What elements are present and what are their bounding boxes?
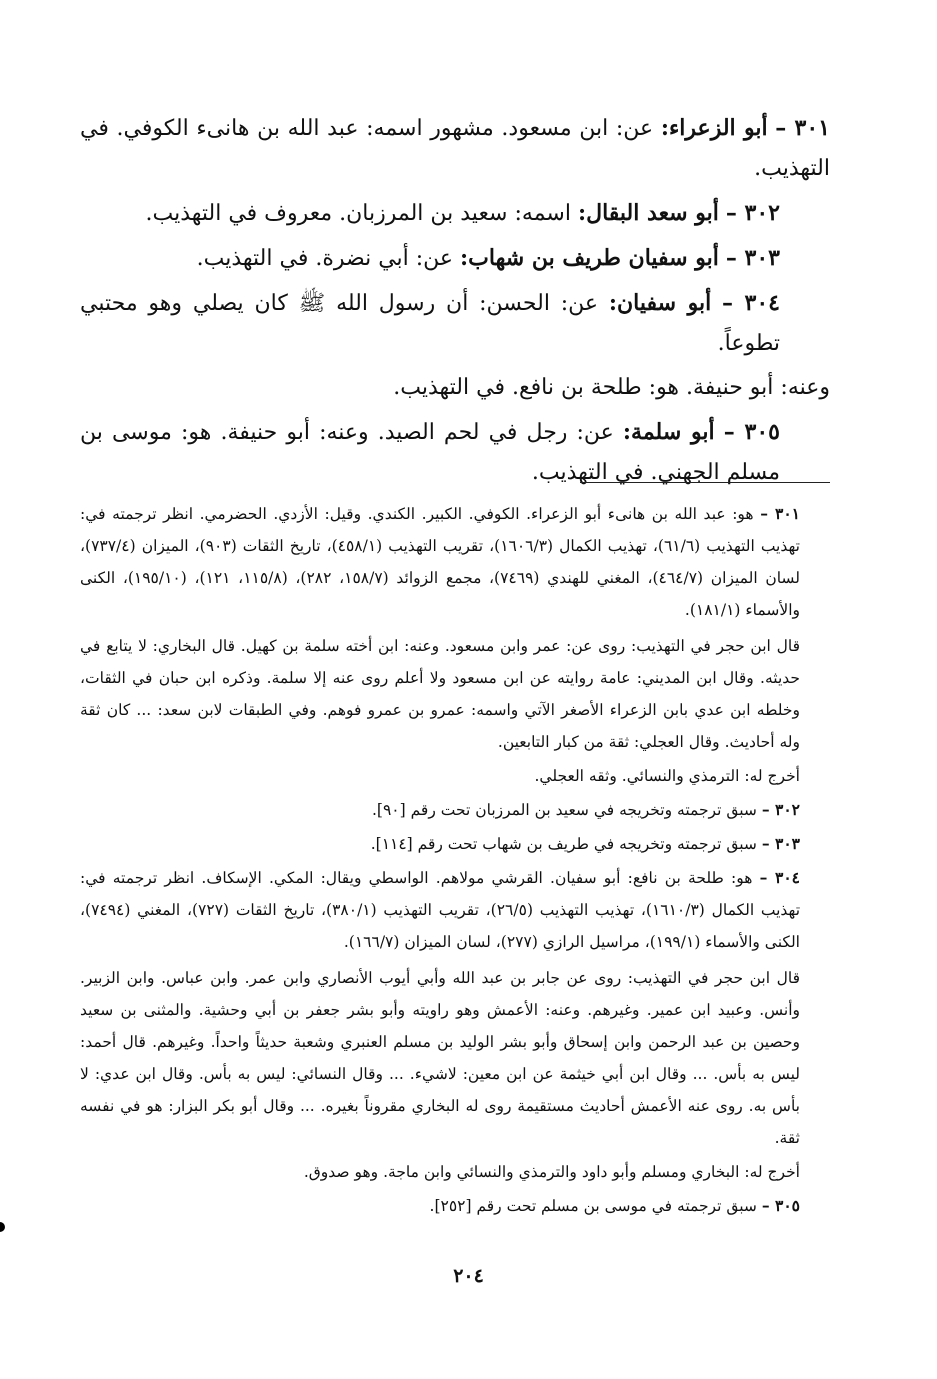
footnote-number: ٣٠٣ – [761,834,800,853]
footnote-305 [80,1190,830,1222]
entry-text: عن: رجل في لحم الصيد. وعنه: أبو حنيفة. هو: موسى بن مسلم الجهني. في التهذيب. [80,420,780,485]
entry-text: اسمه: سعيد بن المرزبان. معروف في التهذيب. [145,201,571,226]
footnote-number: ٣٠٥ – [761,1196,800,1215]
footnote-text: سبق ترجمته وتخريجه في سعيد بن المرزبان تحت رقم [٩٠]. [372,801,757,819]
entry-text: عن: أبي نضرة. في التهذيب. [196,246,454,271]
entry-number: ٣٠٣ – [725,245,780,271]
footnote-301 [80,498,830,626]
footnote-paragraph [80,630,830,758]
footnote-303 [80,828,830,860]
entry-name: أبو سفيان: [608,290,712,316]
footnote-text: هو: طلحة بن نافع: أبو سفيان. القرشي مولاهم. الواسطي ويقال: المكي. الإسكاف. انظر ترجمته في: تهذيب الكمال (١٦١٠/٣)، تهذيب التهذيب (٢٦/٥)، تقريب التهذيب (٣٨٠/١)، تاريخ الثقات (٧٢٧)، المغني (٧٤٩٤)، الكنى والأسماء (١٩٩/١)، مراسيل الرازي (٢٧٧)، لسان الميزان (١٦٦/٧). [80,869,801,951]
entry-302 [80,193,830,234]
footnote-paragraph [80,1156,830,1188]
main-text [80,108,830,497]
footnotes [80,498,830,1224]
entry-name: أبو سفيان طريف بن شهاب: [460,245,719,271]
footnote-text: قال ابن حجر في التهذيب: روى عن جابر بن عبد الله وأبي أيوب الأنصاري وابن عمر. وابن عباس. وابن الزبير. وأنس. وعبيد ابن عمير. وغيرهم. وعنه: الأعمش وهو راويته وأبو بشر جعفر بن أبي وحشية. والمثنى بن سعيد وحصين بن عبد الرحمن وابن إسحاق وأبو بشر الوليد بن مسلم العنبري وشعبة حديثاً واحداً. وغيرهم. قال أحمد: ليس به بأس. ... وقال ابن أبي خيثمة عن ابن معين: لاشيء. ... وقال النسائي: ليس به بأس. وقال ابن عدي: لا بأس به. روى عنه الأعمش أحاديث مستقيمة روى له البخاري مقروناً بغيره. ... وقال أبو بكر البزار: هو في نفسه ثقة. [80,969,800,1147]
footnote-text: هو: عبد الله بن هانىء أبو الزعراء. الكوفي. الكبير. الكندي. وقيل: الأزدي. الحضرمي. انظر ترجمته في: تهذيب التهذيب (٦١/٦)، تهذيب الكمال (١٦٠٦/٣)، تقريب التهذيب (٤٥٨/١)، تاريخ الثقات (٩٠٣)، الميزان (٧٣٧/٤)، لسان الميزان (٤٦٤/٧)، المغني للهندي (٧٤٦٩)، مجمع الزوائد (١٥٨/٧، ٢٨٢)، (١١٥/٨، ١٢١)، (١٩٥/١٠)، الكنى والأسماء (١٨١/١). [80,505,800,619]
entry-number: ٣٠١ – [775,115,830,141]
footnote-text: قال ابن حجر في التهذيب: روى عن: عمر وابن مسعود. وعنه: ابن أخته سلمة بن كهيل. قال البخاري: لا يتابع في حديثه. وقال ابن المديني: عامة روايته عن ابن مسعود ولا أعلم روى عنه إلا سلمة. وذكره ابن حبان في الثقات، وخلطه ابن عدي بابن الزعراء الأصغر الآتي واسمه: عمرو بن عمرو فوهم. وفي الطبقات لابن سعد: ... كان ثقة وله أحاديث. وقال العجلي: ثقة من كبار التابعين. [80,637,800,751]
entry-name: أبو الزعراء: [660,115,768,141]
footnote-number: ٣٠٢ – [761,800,800,819]
entry-301 [80,108,830,189]
entry-number: ٣٠٢ – [725,200,780,226]
entry-304-continuation [80,368,830,408]
footnote-text: أخرج له: البخاري ومسلم وأبو داود والترمذي والنسائي وابن ماجة. وهو صدوق. [303,1163,800,1181]
entry-305 [80,412,830,493]
footnote-number: ٣٠١ – [760,504,800,523]
entry-number: ٣٠٤ – [722,290,780,316]
footnote-text: سبق ترجمته وتخريجه في طريف بن شهاب تحت رقم [١١٤]. [370,835,757,853]
footnote-paragraph [80,962,830,1154]
page-number: ٢٠٤ [453,1265,484,1287]
footnote-paragraph [80,760,830,792]
footnote-number: ٣٠٤ – [759,868,800,887]
footnote-text: أخرج له: الترمذي والنسائي. وثقه العجلي. [534,767,800,785]
entry-303 [80,238,830,279]
footnote-304 [80,862,830,958]
footnote-separator [580,482,830,483]
footnote-302 [80,794,830,826]
footnote-text: سبق ترجمته في موسى بن مسلم تحت رقم [٢٥٢]. [429,1197,757,1215]
entry-name: أبو سلمة: [622,419,715,445]
entry-text: عن: الحسن: أن رسول الله ﷺ كان يصلي وهو محتبي تطوعاً. [80,291,780,356]
entry-text: عن: ابن مسعود. مشهور اسمه: عبد الله بن هانىء الكوفي. في التهذيب. [80,116,830,181]
entry-number: ٣٠٥ – [723,419,780,445]
entry-text: وعنه: أبو حنيفة. هو: طلحة بن نافع. في التهذيب. [393,375,830,400]
entry-name: أبو سعد البقال: [577,200,719,226]
entry-304 [80,283,830,364]
scan-edge-mark [0,1222,5,1232]
